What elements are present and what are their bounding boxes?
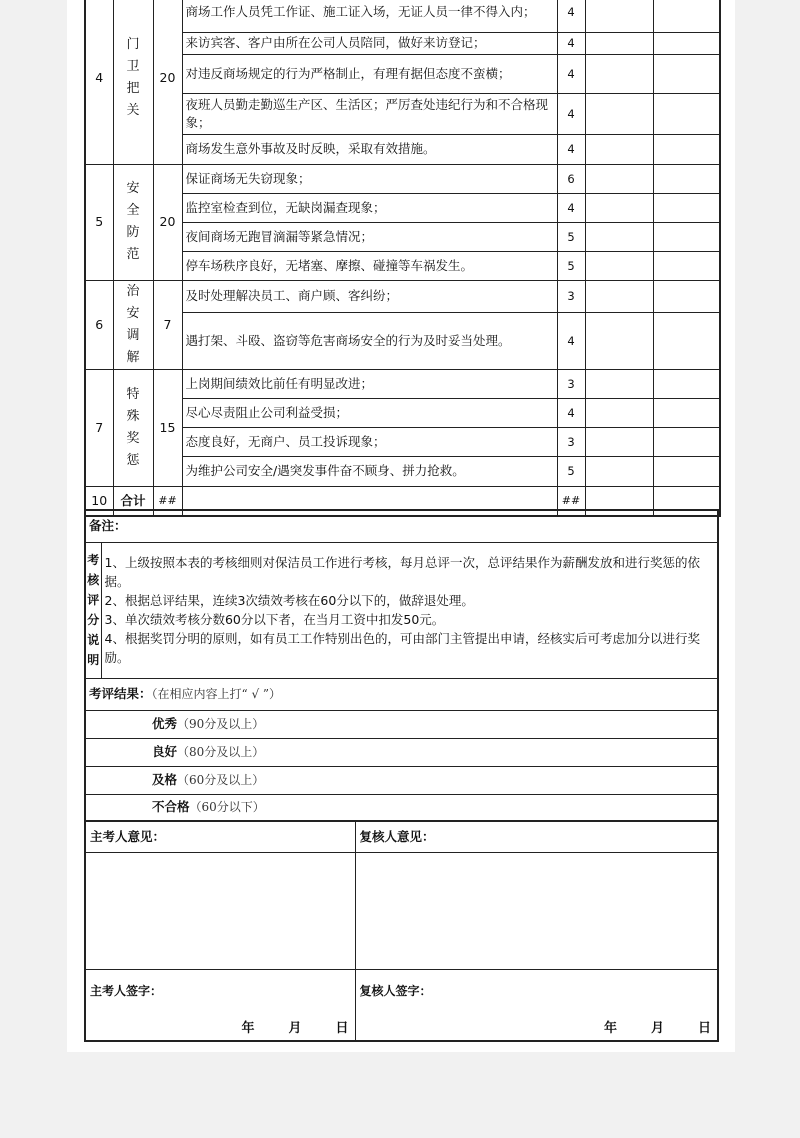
section-points: 15 xyxy=(153,369,182,486)
total-label: 合计 xyxy=(113,486,153,516)
final-score-cell[interactable] xyxy=(653,222,720,251)
evaluation-sheet xyxy=(67,0,735,1052)
criterion-text: 夜班人员勤走勤巡生产区、生活区；严厉查处违纪行为和不合格现象； xyxy=(182,93,557,134)
self-score-cell[interactable] xyxy=(585,398,653,427)
category-char: 奖 xyxy=(126,430,140,446)
notes-label xyxy=(85,542,101,678)
section-number: 5 xyxy=(85,164,113,280)
criterion-text: 及时处理解决员工、商户顾、客纠纷； xyxy=(182,280,557,312)
self-score-cell[interactable] xyxy=(585,0,653,32)
final-score-cell[interactable] xyxy=(653,0,720,32)
result-hint: （在相应内容上打“ √ ”） xyxy=(151,687,282,701)
grade-range: （90分及以上） xyxy=(177,717,265,731)
category-char: 全 xyxy=(126,203,140,218)
criterion-text: 夜间商场无跑冒滴漏等紧急情况； xyxy=(182,222,557,251)
criterion-score: 4 xyxy=(557,398,585,427)
total-number: 10 xyxy=(85,486,113,516)
criterion-text: 态度良好，无商户、员工投诉现象； xyxy=(182,427,557,456)
section-category xyxy=(113,369,153,486)
opinions-table xyxy=(84,820,719,1042)
self-score-cell[interactable] xyxy=(585,134,653,164)
section-points: 7 xyxy=(153,280,182,369)
notes-content xyxy=(101,542,718,678)
self-score-cell[interactable] xyxy=(585,427,653,456)
final-score-cell[interactable] xyxy=(653,193,720,222)
total-score: ## xyxy=(557,486,585,516)
note-line: 4、根据奖罚分明的原则，如有员工工作特别出色的，可由部门主管提出申请，经核实后可考虑加分以进行奖励。 xyxy=(104,631,700,665)
result-option[interactable] xyxy=(85,766,718,794)
notes-label-char: 分 xyxy=(87,613,100,627)
criterion-score: 4 xyxy=(557,0,585,32)
examiner-sign-cell[interactable] xyxy=(85,969,355,1041)
category-char: 卫 xyxy=(126,58,140,74)
section-points: 20 xyxy=(153,0,182,164)
category-char: 调 xyxy=(126,327,140,343)
grade-label: 不合格 xyxy=(152,799,190,815)
category-char: 关 xyxy=(126,102,140,118)
criterion-text: 来访宾客、客户由所在公司人员陪同，做好来访登记； xyxy=(182,32,557,54)
criterion-score: 5 xyxy=(557,222,585,251)
section-points: 20 xyxy=(153,164,182,280)
examiner-opinion-label: 主考人意见： xyxy=(85,821,355,852)
criterion-score: 4 xyxy=(557,32,585,54)
examiner-opinion-field[interactable] xyxy=(85,852,355,969)
result-option[interactable] xyxy=(85,738,718,766)
table-row xyxy=(85,0,720,32)
day-label: 日 xyxy=(335,1020,349,1036)
final-score-cell[interactable] xyxy=(653,54,720,93)
day-label: 日 xyxy=(697,1020,711,1036)
criterion-text: 商场发生意外事故及时反映，采取有效措施。 xyxy=(182,134,557,164)
result-option[interactable] xyxy=(85,710,718,738)
grade-label: 及格 xyxy=(152,772,178,787)
self-score-cell[interactable] xyxy=(585,280,653,312)
criterion-score: 4 xyxy=(557,93,585,134)
final-score-cell[interactable] xyxy=(653,427,720,456)
section-number: 4 xyxy=(85,0,113,164)
notes-label-char: 明 xyxy=(87,653,100,667)
reviewer-opinion-field[interactable] xyxy=(355,852,718,969)
self-score-cell[interactable] xyxy=(585,32,653,54)
year-label: 年 xyxy=(241,1020,255,1036)
criterion-text: 商场工作人员凭工作证、施工证入场，无证人员一律不得入内； xyxy=(182,0,557,32)
section-category xyxy=(113,164,153,280)
category-char: 殊 xyxy=(126,408,140,424)
criterion-score: 4 xyxy=(557,193,585,222)
category-char: 把 xyxy=(126,80,140,96)
criterion-score: 3 xyxy=(557,427,585,456)
grade-range: （60分及以上） xyxy=(177,773,265,787)
grade-range: （80分及以上） xyxy=(177,745,265,759)
self-score-cell[interactable] xyxy=(585,312,653,369)
result-label: 考评结果： xyxy=(89,686,152,701)
criterion-score: 5 xyxy=(557,456,585,486)
notes-label-char: 考 xyxy=(87,553,100,567)
final-score-cell[interactable] xyxy=(653,456,720,486)
criterion-score: 5 xyxy=(557,251,585,280)
final-score-cell[interactable] xyxy=(653,251,720,280)
reviewer-sign-cell[interactable] xyxy=(355,969,718,1041)
self-score-cell[interactable] xyxy=(585,369,653,398)
criterion-text: 保证商场无失窃现象； xyxy=(182,164,557,193)
note-line: 3、单次绩效考核分数60分以下者，在当月工资中扣发50元。 xyxy=(104,612,445,627)
examiner-sign-label: 主考人签字： xyxy=(90,983,163,998)
self-score-cell[interactable] xyxy=(585,93,653,134)
criterion-score: 6 xyxy=(557,164,585,193)
category-char: 门 xyxy=(126,36,140,52)
result-option[interactable] xyxy=(85,794,718,821)
final-score-cell[interactable] xyxy=(653,134,720,164)
reviewer-opinion-label: 复核人意见： xyxy=(355,821,718,852)
section-category xyxy=(113,280,153,369)
criterion-score: 3 xyxy=(557,369,585,398)
notes-label-char: 说 xyxy=(87,633,100,647)
category-char: 解 xyxy=(126,349,140,365)
result-header xyxy=(85,678,718,710)
category-char: 范 xyxy=(126,247,140,262)
criterion-text: 上岗期间绩效比前任有明显改进； xyxy=(182,369,557,398)
notes-label-char: 评 xyxy=(87,593,100,607)
category-char: 特 xyxy=(126,386,140,402)
reviewer-date xyxy=(360,1020,714,1038)
month-label: 月 xyxy=(288,1020,302,1036)
notes-label-char: 核 xyxy=(87,573,100,587)
self-score-cell[interactable] xyxy=(585,456,653,486)
criterion-text: 停车场秩序良好，无堵塞、摩擦、碰撞等车祸发生。 xyxy=(182,251,557,280)
notes-and-result-table xyxy=(84,509,719,822)
criterion-text: 对违反商场规定的行为严格制止，有理有据但态度不蛮横； xyxy=(182,54,557,93)
final-score-cell[interactable] xyxy=(653,369,720,398)
category-char: 安 xyxy=(126,181,140,196)
table-row xyxy=(85,280,720,312)
category-char: 安 xyxy=(126,305,140,321)
final-score-cell[interactable] xyxy=(653,32,720,54)
criterion-text: 遇打架、斗殴、盗窃等危害商场安全的行为及时妥当处理。 xyxy=(182,312,557,369)
criterion-score: 4 xyxy=(557,312,585,369)
final-score-cell[interactable] xyxy=(653,93,720,134)
final-score-cell[interactable] xyxy=(653,312,720,369)
grade-label: 优秀 xyxy=(152,716,178,731)
self-score-cell[interactable] xyxy=(585,193,653,222)
examiner-date xyxy=(90,1020,351,1038)
self-score-cell[interactable] xyxy=(585,222,653,251)
criterion-score: 4 xyxy=(557,54,585,93)
criterion-text: 尽心尽责阻止公司利益受损； xyxy=(182,398,557,427)
grade-label: 良好 xyxy=(152,744,178,759)
self-score-cell[interactable] xyxy=(585,54,653,93)
table-row xyxy=(85,164,720,193)
self-score-cell[interactable] xyxy=(585,164,653,193)
final-score-cell[interactable] xyxy=(653,164,720,193)
section-number: 6 xyxy=(85,280,113,369)
year-label: 年 xyxy=(603,1020,617,1036)
month-label: 月 xyxy=(650,1020,664,1036)
reviewer-sign-label: 复核人签字： xyxy=(359,983,432,998)
self-score-cell[interactable] xyxy=(585,251,653,280)
criterion-score: 3 xyxy=(557,280,585,312)
category-char: 治 xyxy=(126,283,140,299)
category-char: 防 xyxy=(126,225,140,240)
category-char: 惩 xyxy=(126,452,140,468)
criterion-text: 监控室检查到位，无缺岗漏查现象； xyxy=(182,193,557,222)
criterion-text: 为维护公司安全/遇突发事件奋不顾身、拼力抢救。 xyxy=(182,456,557,486)
grade-range: （60分以下） xyxy=(189,800,265,815)
assessment-table xyxy=(84,0,721,517)
section-category xyxy=(113,0,153,164)
note-line: 1、上级按照本表的考核细则对保洁员工作进行考核，每月总评一次，总评结果作为薪酬发放和进行奖惩的依据。 xyxy=(104,555,700,589)
table-row xyxy=(85,369,720,398)
criterion-score: 4 xyxy=(557,134,585,164)
note-line: 2、根据总评结果，连续3次绩效考核在60分以下的，做辞退处理。 xyxy=(104,593,474,608)
final-score-cell[interactable] xyxy=(653,280,720,312)
remarks-label: 备注： xyxy=(85,510,718,542)
section-number: 7 xyxy=(85,369,113,486)
final-score-cell[interactable] xyxy=(653,398,720,427)
total-points: ## xyxy=(153,486,182,516)
